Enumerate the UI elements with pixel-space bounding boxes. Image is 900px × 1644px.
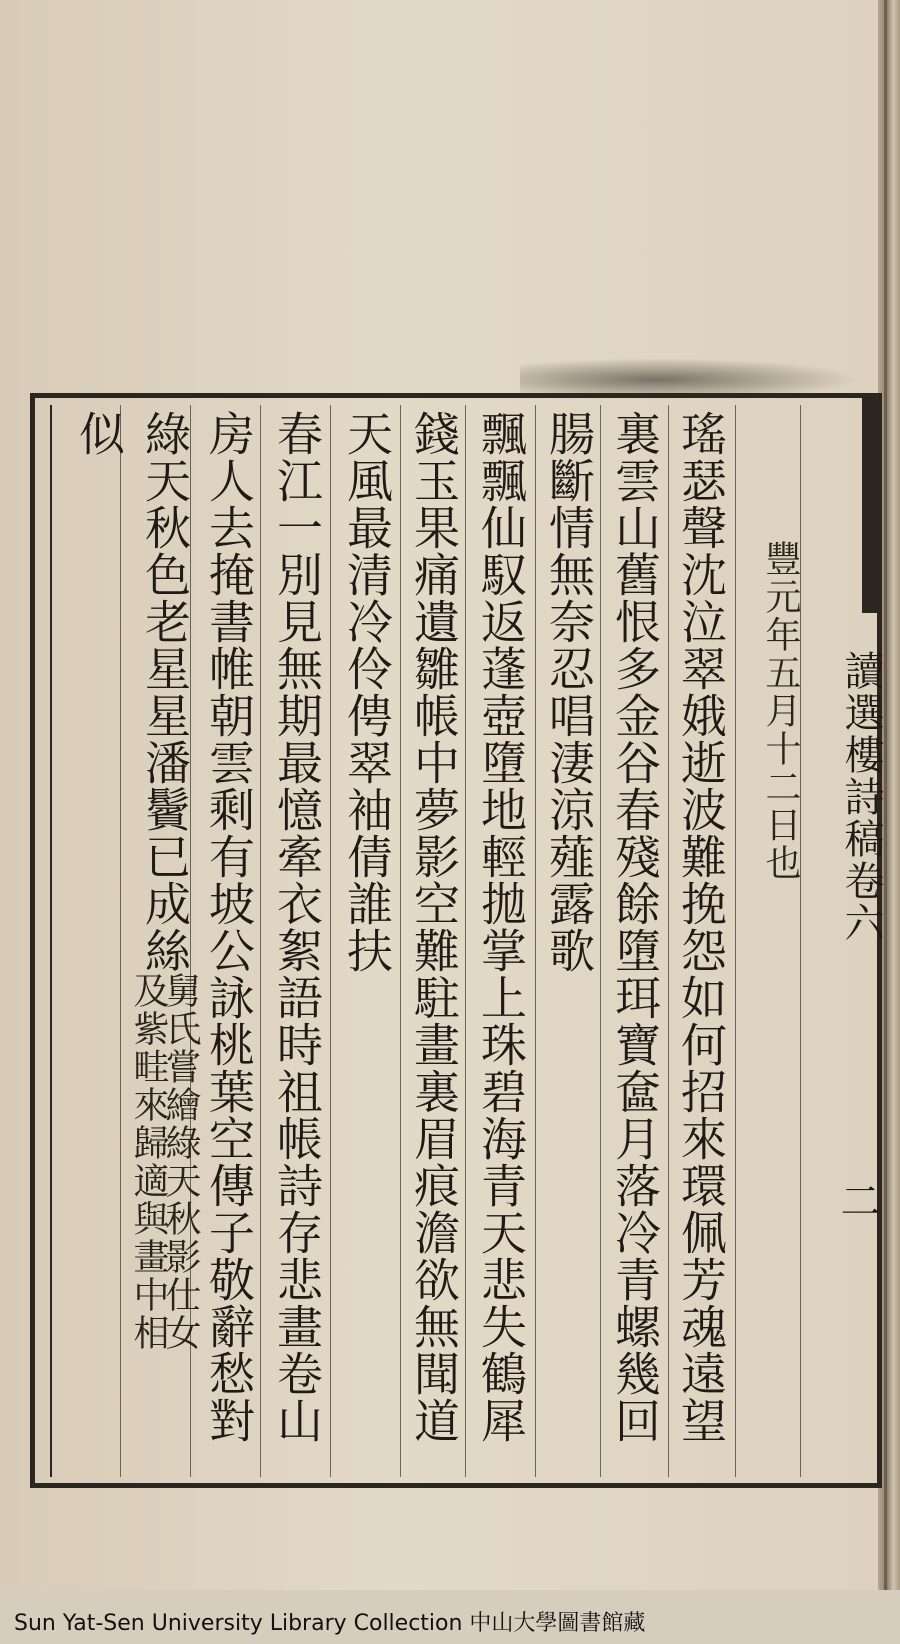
column-rule: [120, 405, 121, 1477]
book-title: 讀選樓詩稿卷六: [838, 650, 884, 944]
column-rule: [260, 405, 261, 1477]
fish-tail-mark: [862, 393, 880, 613]
column-rule: [735, 405, 736, 1477]
frame-inner-rule: [50, 405, 52, 1477]
column-rule: [400, 405, 401, 1477]
spine-line: [884, 0, 887, 1590]
text-column: 瑤瑟聲沈泣翠娥逝波難挽怨如何招來環佩芳魂遠望: [674, 410, 728, 1444]
column-rule: [535, 405, 536, 1477]
text-column: 裏雲山舊恨多金谷春殘餘墮珥寶奩月落冷青螺幾回: [608, 410, 662, 1444]
text-column: 春江一別見無期最憶牽衣絮語時祖帳詩存悲畫卷山: [270, 410, 324, 1444]
text-column: 似: [72, 410, 126, 457]
text-column: 錢玉果痛遺雛帳中夢影空難駐畫裏眉痕澹欲無聞道: [407, 410, 461, 1444]
text-column: 天風最清冷伶俜翠袖倩誰扶: [340, 410, 394, 974]
text-column: 豐元年五月十二日也: [760, 540, 801, 882]
annotation-column: 舅氏嘗繪綠天秋影仕女: [160, 972, 201, 1352]
annotation-column: 及紫畦來歸適與畫中相: [128, 972, 169, 1352]
column-rule: [668, 405, 669, 1477]
column-rule: [465, 405, 466, 1477]
text-column: 房人去掩書帷朝雲剩有坡公詠桃葉空傳子敬辭愁對: [202, 410, 256, 1444]
text-column: 腸斷情無奈忍唱淒涼薤露歌: [542, 410, 596, 974]
column-rule: [330, 405, 331, 1477]
ink-stain: [520, 358, 860, 394]
column-rule: [600, 405, 601, 1477]
page-number: 二: [834, 1180, 880, 1220]
text-column: 綠天秋色老星星潘鬢已成絲: [138, 410, 192, 974]
collection-credit: Sun Yat-Sen University Library Collection 中山大學圖書館藏: [14, 1611, 646, 1636]
text-column: 飄飄仙馭返蓬壺墮地輕拋掌上珠碧海青天悲失鶴犀: [474, 410, 528, 1444]
